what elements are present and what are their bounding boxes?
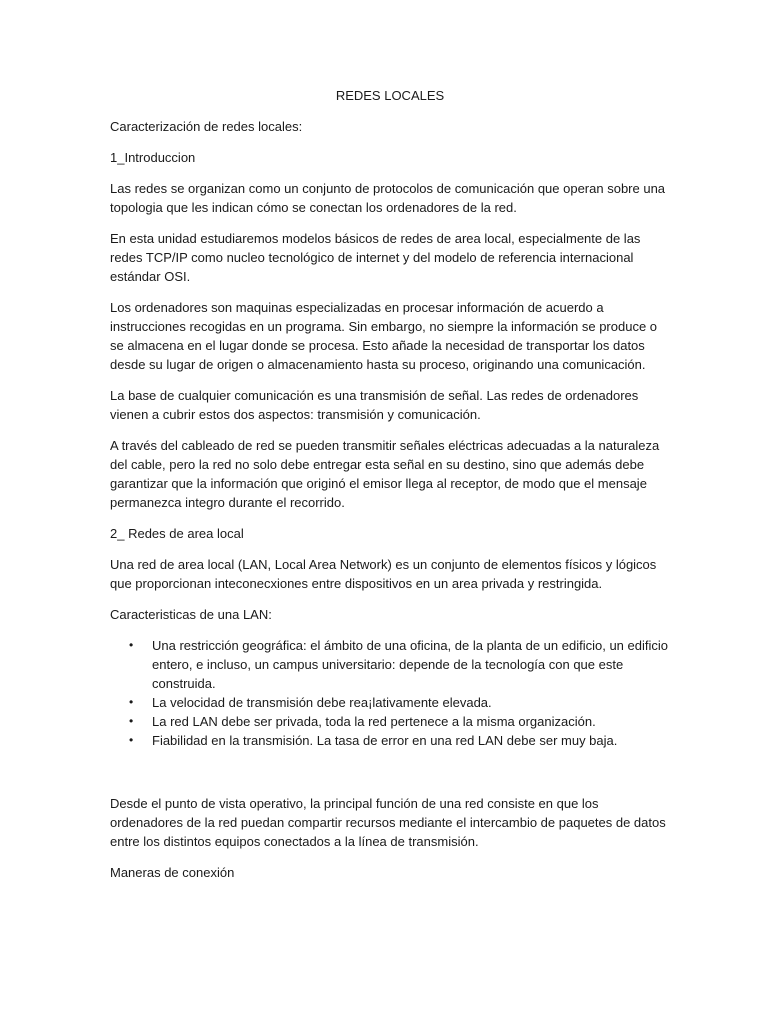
section-heading-introduccion: 1_Introduccion (110, 150, 196, 165)
subtitle: Caracterización de redes locales: (110, 119, 303, 134)
list-item (129, 731, 670, 750)
bullet-icon: • (129, 695, 134, 709)
bullet-icon: • (129, 638, 134, 652)
bullet-icon: • (129, 714, 134, 728)
paragraph-3: Los ordenadores son maquinas especializadas en procesar información de acuerdo a instrucciones recogidas en un programa. Sin embargo, no siempre la información se produce o se almacena en el lugar donde se procesa. Esto añade la necesidad de transportar los datos desde su lugar de origen o almacenamiento hasta su proceso, originando una comunicación. (110, 300, 658, 372)
paragraph-1: Las redes se organizan como un conjunto de protocolos de comunicación que operan sobre una topologia que les indican cómo se conectan los ordenadores de la red. (110, 181, 666, 215)
paragraph-4: La base de cualquier comunicación es una transmisión de señal. Las redes de ordenadores vienen a cubrir estos dos aspectos: transmisión y comunicación. (110, 388, 639, 422)
list-item-text: Fiabilidad en la transmisión. La tasa de error en una red LAN debe ser muy baja. (152, 733, 618, 748)
list-item (129, 636, 670, 693)
characteristics-list (110, 636, 670, 750)
spacer (110, 762, 670, 794)
paragraph-2: En esta unidad estudiaremos modelos básicos de redes de area local, especialmente de las redes TCP/IP como nucleo tecnológico de internet y del modelo de referencia internacional estándar OSI. (110, 231, 641, 284)
list-item-text: Una restricción geográfica: el ámbito de una oficina, de la planta de un edificio, un edificio entero, e incluso, un campus universitario: depende de la tecnología con que este construida. (152, 638, 668, 691)
section-heading-redes-area-local: 2_ Redes de area local (110, 526, 244, 541)
paragraph-8: Maneras de conexión (110, 865, 235, 880)
list-item-text: La velocidad de transmisión debe rea¡lativamente elevada. (152, 695, 492, 710)
list-item-text: La red LAN debe ser privada, toda la red pertenece a la misma organización. (152, 714, 596, 729)
paragraph-6: Una red de area local (LAN, Local Area Network) es un conjunto de elementos físicos y lógicos que proporcionan inteconecxiones entre dispositivos en un area privada y restringida. (110, 557, 657, 591)
list-item (129, 693, 670, 712)
paragraph-7: Desde el punto de vista operativo, la principal función de una red consiste en que los ordenadores de la red puedan compartir recursos mediante el intercambio de paquetes de datos entre los distintos equipos conectados a la línea de transmisión. (110, 796, 666, 849)
document-title: REDES LOCALES (335, 88, 445, 103)
bullet-icon: • (129, 733, 134, 747)
paragraph-5: A través del cableado de red se pueden transmitir señales eléctricas adecuadas a la naturaleza del cable, pero la red no solo debe entregar esta señal en su destino, sino que además debe garantizar que la información que originó el emisor llega al receptor, de modo que el mensaje permanezca integro durante el recorrido. (110, 438, 660, 510)
document-page (110, 86, 670, 894)
list-heading: Caracteristicas de una LAN: (110, 607, 272, 622)
list-item (129, 712, 670, 731)
